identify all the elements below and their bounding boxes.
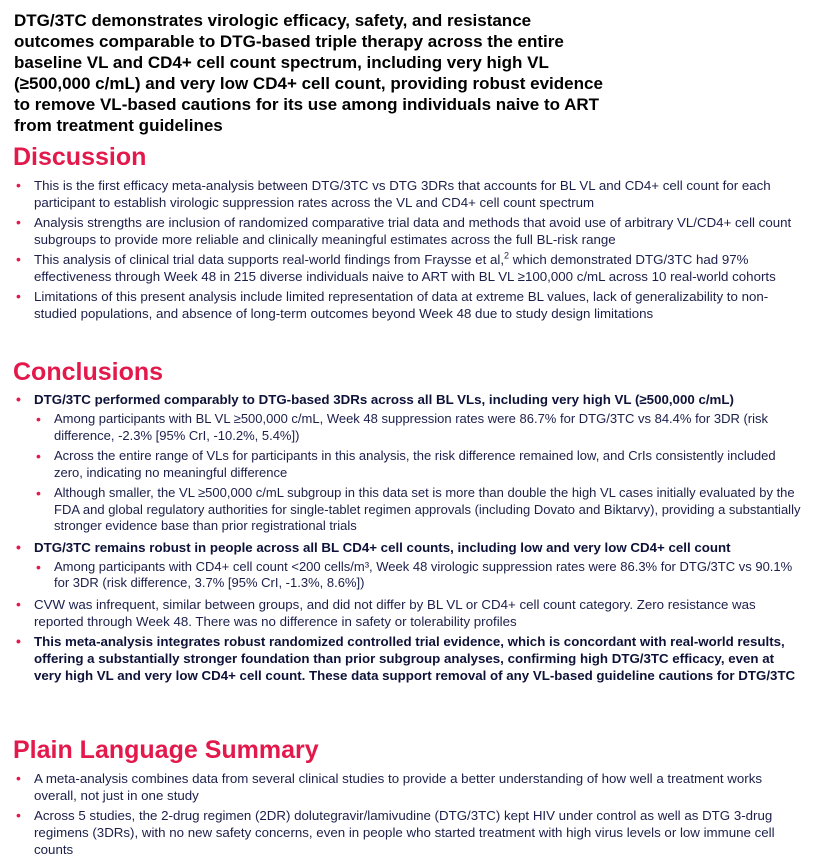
reference-superscript: 2	[504, 250, 510, 261]
discussion-title: Discussion	[13, 143, 147, 171]
list-item: • A meta-analysis combines data from several clinical studies to provide a better understanding of how well a treatment works overall, not just in one study	[14, 770, 804, 804]
list-item: • CVW was infrequent, similar between groups, and did not differ by BL VL or CD4+ cell count category. Zero resistance was reported through Week 48. There was no difference in safety or tolerability profiles	[14, 596, 804, 630]
headline: DTG/3TC demonstrates virologic efficacy, safety, and resistance outcomes comparable to DTG-based triple therapy across the entire baseline VL and CD4+ cell count spectrum, including very high VL (≥500,000 c/mL) and very low CD4+ cell count, providing robust evidence to remove VL-based cautions for its use among individuals naive to ART from treatment guidelines	[14, 11, 603, 135]
list-item: • Across 5 studies, the 2-drug regimen (2DR) dolutegravir/lamivudine (DTG/3TC) kept HIV under control as well as DTG 3-drug regimens (3DRs), with no new safety concerns, even in people who started treatment with high virus levels or low immune cell counts	[14, 807, 804, 858]
conclusions-title: Conclusions	[13, 358, 164, 386]
list-item: • Although smaller, the VL ≥500,000 c/mL subgroup in this data set is more than double the high VL cases initially evaluated by the FDA and global regulatory authorities for single-tablet regimen approvals (including Dovato and Biktarvy), providing a substantially stronger evidence base than prior registrational trials	[14, 485, 804, 535]
sublist-wrapper	[14, 559, 804, 592]
list-item: • DTG/3TC performed comparably to DTG-based 3DRs across all BL VLs, including very high VL (≥500,000 c/mL)	[14, 391, 804, 408]
list-item: • Analysis strengths are inclusion of randomized comparative trial data and methods that avoid use of arbitrary VL/CD4+ cell count subgroups to provide more reliable and clinically meaningful estimates across the full BL-risk range	[14, 214, 804, 248]
list-item: • Among participants with CD4+ cell count <200 cells/m³, Week 48 virologic suppression rates were 86.3% for DTG/3TC vs 90.1% for 3DR (risk difference, 3.7% [95% CrI, -1.3%, 8.6%])	[14, 559, 804, 592]
plain-language-title: Plain Language Summary	[13, 736, 319, 764]
list-item: • This meta-analysis integrates robust randomized controlled trial evidence, which is concordant with real-world results, offering a substantially stronger foundation than prior subgroup analyses, confirming high DTG/3TC efficacy, even at very high VL and very low CD4+ cell count. These data support removal of any VL-based guideline cautions for DTG/3TC	[14, 633, 804, 684]
discussion-list	[14, 177, 804, 325]
sublist	[14, 411, 804, 535]
list-item: • DTG/3TC remains robust in people across all BL CD4+ cell counts, including low and very low CD4+ cell count	[14, 539, 804, 556]
sublist-wrapper	[14, 411, 804, 535]
sublist	[14, 559, 804, 592]
item-text: which demonstrated DTG/3TC had 97% effectiveness through Week 48 in 215 diverse individuals naive to ART with BL VL ≥100,000 c/mL across 10 real-world cohorts	[34, 252, 776, 284]
list-item: • Among participants with BL VL ≥500,000 c/mL, Week 48 suppression rates were 86.7% for DTG/3TC vs 84.4% for 3DR (risk difference, -2.3% [95% CrI, -10.2%, 5.4%])	[14, 411, 804, 444]
plain-language-list	[14, 770, 804, 861]
list-item: • Across the entire range of VLs for participants in this analysis, the risk difference remained low, and CrIs consistently included zero, indicating no meaningful difference	[14, 448, 804, 481]
item-text: This analysis of clinical trial data supports real-world findings from Fraysse et al,	[34, 252, 505, 267]
list-item	[14, 251, 804, 285]
conclusions-list	[14, 391, 804, 687]
list-item: • Limitations of this present analysis include limited representation of data at extreme BL values, lack of generalizability to non-studied populations, and absence of long-term outcomes beyond Week 48 due to study design limitations	[14, 288, 804, 322]
list-item: • This is the first efficacy meta-analysis between DTG/3TC vs DTG 3DRs that accounts for BL VL and CD4+ cell count for each participant to establish virologic suppression rates across the VL and CD4+ cell count spectrum	[14, 177, 804, 211]
